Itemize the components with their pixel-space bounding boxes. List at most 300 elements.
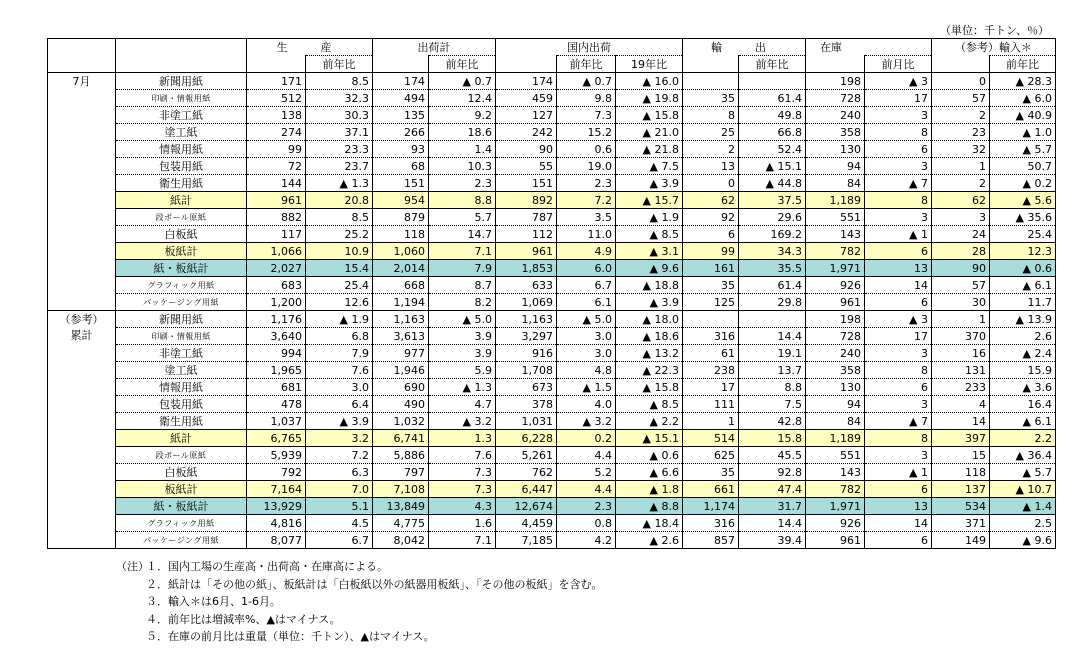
- table-cell: ▲ 5.0: [557, 311, 616, 328]
- table-cell: 57: [932, 277, 990, 294]
- table-cell: 17: [683, 379, 739, 396]
- footnote-prefix: （注）: [116, 560, 149, 573]
- table-cell: ▲ 22.3: [616, 362, 683, 379]
- table-cell: 23.7: [306, 158, 373, 175]
- table-cell: 13: [683, 158, 739, 175]
- table-cell: [683, 73, 739, 90]
- table-cell: 3: [865, 158, 932, 175]
- table-cell: 62: [683, 192, 739, 209]
- table-cell: 94: [806, 158, 865, 175]
- table-cell: 2,014: [373, 260, 429, 277]
- table-cell: ▲ 3.9: [616, 175, 683, 192]
- table-cell: ▲ 21.8: [616, 141, 683, 158]
- header-domestic: 国内出荷: [496, 39, 683, 56]
- table-cell: 926: [806, 515, 865, 532]
- table-cell: 274: [247, 124, 306, 141]
- table-cell: 92.8: [739, 464, 806, 481]
- table-cell: 25.2: [306, 226, 373, 243]
- table-cell: ▲ 0.7: [429, 73, 496, 90]
- table-cell: ▲ 3.2: [557, 413, 616, 430]
- table-cell: ▲ 40.9: [990, 107, 1056, 124]
- table-cell: ▲ 6.6: [616, 464, 683, 481]
- table-cell: 0: [683, 175, 739, 192]
- table-cell: ▲ 9.6: [990, 532, 1056, 549]
- table-row: [48, 260, 1056, 277]
- header-domestic-yoy: 前年比: [557, 56, 616, 73]
- table-cell: 4.7: [429, 396, 496, 413]
- row-label: 印刷・情報用紙: [116, 90, 247, 107]
- table-cell: 90: [496, 141, 557, 158]
- table-cell: 1: [932, 311, 990, 328]
- table-cell: 25: [683, 124, 739, 141]
- table-cell: 8.8: [429, 192, 496, 209]
- table-cell: 7.2: [306, 447, 373, 464]
- table-cell: 174: [496, 73, 557, 90]
- table-cell: 1,189: [806, 192, 865, 209]
- table-row: [48, 328, 1056, 345]
- table-cell: 681: [247, 379, 306, 396]
- table-cell: 92: [683, 209, 739, 226]
- table-cell: 47.4: [739, 481, 806, 498]
- table-cell: 57: [932, 90, 990, 107]
- table-cell: 1,946: [373, 362, 429, 379]
- table-cell: 7,108: [373, 481, 429, 498]
- table-cell: ▲ 13.2: [616, 345, 683, 362]
- table-cell: 37.1: [306, 124, 373, 141]
- table-cell: 169.2: [739, 226, 806, 243]
- table-cell: 2.2: [990, 430, 1056, 447]
- table-cell: 111: [683, 396, 739, 413]
- footnote-item: ５．在庫の前月比は重量（単位：千トン）、▲はマイナス。: [146, 630, 435, 643]
- table-cell: 857: [683, 532, 739, 549]
- table-cell: 13: [865, 498, 932, 515]
- table-cell: 961: [247, 192, 306, 209]
- table-cell: 5,939: [247, 447, 306, 464]
- row-label: 紙計: [116, 430, 247, 447]
- table-cell: 8.7: [429, 277, 496, 294]
- header-imports-yoy: 前年比: [990, 56, 1056, 73]
- table-cell: ▲ 0.2: [990, 175, 1056, 192]
- table-cell: ▲ 1.3: [306, 175, 373, 192]
- table-cell: 0: [932, 73, 990, 90]
- table-cell: ▲ 5.0: [429, 311, 496, 328]
- table-cell: ▲ 1.9: [616, 209, 683, 226]
- group-label-line: 7月: [72, 75, 91, 88]
- table-cell: 7,164: [247, 481, 306, 498]
- table-cell: ▲ 1: [865, 464, 932, 481]
- table-cell: ▲ 5.6: [990, 192, 1056, 209]
- table-cell: 6,228: [496, 430, 557, 447]
- table-cell: 118: [373, 226, 429, 243]
- table-cell: 5.7: [429, 209, 496, 226]
- table-cell: ▲ 7: [865, 413, 932, 430]
- table-cell: 371: [932, 515, 990, 532]
- table-cell: 171: [247, 73, 306, 90]
- table-cell: 4,459: [496, 515, 557, 532]
- table-cell: 6.0: [557, 260, 616, 277]
- table-cell: [683, 311, 739, 328]
- table-cell: 4.9: [557, 243, 616, 260]
- table-cell: 1,069: [496, 294, 557, 311]
- row-label: パッケージング用紙: [116, 532, 247, 549]
- table-cell: 668: [373, 277, 429, 294]
- table-row: [48, 192, 1056, 209]
- table-cell: 10.9: [306, 243, 373, 260]
- table-cell: 18.6: [429, 124, 496, 141]
- table-cell: 137: [932, 481, 990, 498]
- table-cell: 14.7: [429, 226, 496, 243]
- table-cell: ▲ 2.2: [616, 413, 683, 430]
- table-cell: 99: [247, 141, 306, 158]
- table-cell: 7,185: [496, 532, 557, 549]
- table-cell: ▲ 1.8: [616, 481, 683, 498]
- table-cell: 7.6: [306, 362, 373, 379]
- table-cell: 61: [683, 345, 739, 362]
- row-label: グラフィック用紙: [116, 515, 247, 532]
- row-label: 包装用紙: [116, 158, 247, 175]
- table-row: [48, 362, 1056, 379]
- table-cell: 1,037: [247, 413, 306, 430]
- table-cell: 3.9: [429, 345, 496, 362]
- table-cell: 3.2: [306, 430, 373, 447]
- table-cell: 1,965: [247, 362, 306, 379]
- table-cell: ▲ 16.0: [616, 73, 683, 90]
- table-cell: 6.7: [306, 532, 373, 549]
- table-cell: 131: [932, 362, 990, 379]
- footnote-item: ３．輸入＊は6月、1-6月。: [146, 595, 281, 608]
- table-cell: 93: [373, 141, 429, 158]
- table-cell: ▲ 3.1: [616, 243, 683, 260]
- table-cell: ▲ 6.1: [990, 413, 1056, 430]
- header-inventory: 在庫: [806, 39, 932, 56]
- table-cell: [739, 73, 806, 90]
- table-cell: 16: [932, 345, 990, 362]
- table-cell: 35: [683, 464, 739, 481]
- table-cell: 11.7: [990, 294, 1056, 311]
- table-cell: 8: [683, 107, 739, 124]
- table-row: [48, 464, 1056, 481]
- table-cell: 30.3: [306, 107, 373, 124]
- table-cell: 6: [865, 379, 932, 396]
- table-row: [48, 226, 1056, 243]
- footnotes: [116, 558, 603, 646]
- table-cell: ▲ 0.7: [557, 73, 616, 90]
- table-cell: 49.8: [739, 107, 806, 124]
- table-cell: 882: [247, 209, 306, 226]
- table-cell: 32: [932, 141, 990, 158]
- table-cell: 7.9: [429, 260, 496, 277]
- table-cell: 15.2: [557, 124, 616, 141]
- row-label: 段ボール原紙: [116, 209, 247, 226]
- table-row: [48, 141, 1056, 158]
- table-cell: 1,194: [373, 294, 429, 311]
- table-cell: 316: [683, 328, 739, 345]
- table-cell: 23.3: [306, 141, 373, 158]
- table-cell: 161: [683, 260, 739, 277]
- table-cell: 2.6: [990, 328, 1056, 345]
- table-row: [48, 481, 1056, 498]
- table-cell: 1,176: [247, 311, 306, 328]
- table-cell: 8.5: [306, 209, 373, 226]
- table-cell: 15.9: [990, 362, 1056, 379]
- table-cell: 961: [806, 532, 865, 549]
- row-label: 新聞用紙: [116, 311, 247, 328]
- table-cell: 7.9: [306, 345, 373, 362]
- table-cell: ▲ 15.8: [616, 379, 683, 396]
- table-cell: ▲ 2.4: [990, 345, 1056, 362]
- table-cell: ▲ 8.5: [616, 396, 683, 413]
- table-cell: 5.1: [306, 498, 373, 515]
- table-cell: 994: [247, 345, 306, 362]
- table-cell: 370: [932, 328, 990, 345]
- table-cell: 19.1: [739, 345, 806, 362]
- table-cell: 1: [683, 413, 739, 430]
- table-cell: 66.8: [739, 124, 806, 141]
- table-cell: ▲ 1.0: [990, 124, 1056, 141]
- table-row: [48, 243, 1056, 260]
- row-label: 紙・板紙計: [116, 498, 247, 515]
- table-cell: 84: [806, 175, 865, 192]
- table-cell: 144: [247, 175, 306, 192]
- footnote-item: １．国内工場の生産高・出荷高・在庫高による。: [146, 560, 388, 573]
- table-cell: 13,929: [247, 498, 306, 515]
- table-cell: 20.8: [306, 192, 373, 209]
- table-cell: 551: [806, 447, 865, 464]
- table-cell: 3: [865, 396, 932, 413]
- table-cell: 6: [865, 532, 932, 549]
- header-production-yoy: 前年比: [306, 56, 373, 73]
- table-cell: 782: [806, 243, 865, 260]
- table-row: [48, 90, 1056, 107]
- table-cell: 2.3: [557, 498, 616, 515]
- table-cell: ▲ 28.3: [990, 73, 1056, 90]
- table-cell: 13.7: [739, 362, 806, 379]
- header-exports: 輸 出: [683, 39, 806, 56]
- table-row: [48, 209, 1056, 226]
- table-cell: 3.0: [557, 345, 616, 362]
- table-cell: 2.5: [990, 515, 1056, 532]
- table-cell: 378: [496, 396, 557, 413]
- table-cell: ▲ 3.9: [306, 413, 373, 430]
- table-cell: ▲ 18.8: [616, 277, 683, 294]
- table-cell: 52.4: [739, 141, 806, 158]
- table-cell: 6.7: [557, 277, 616, 294]
- row-label: 非塗工紙: [116, 107, 247, 124]
- table-cell: 5,261: [496, 447, 557, 464]
- table-cell: ▲ 6.0: [990, 90, 1056, 107]
- table-cell: 25.4: [990, 226, 1056, 243]
- table-cell: 3.0: [557, 328, 616, 345]
- table-cell: 118: [932, 464, 990, 481]
- table-cell: ▲ 3: [865, 311, 932, 328]
- table-cell: 494: [373, 90, 429, 107]
- table-cell: 1,174: [683, 498, 739, 515]
- group-label-line: 累計: [70, 329, 93, 342]
- table-cell: 50.7: [990, 158, 1056, 175]
- table-cell: ▲ 3.9: [616, 294, 683, 311]
- table-cell: 6: [865, 481, 932, 498]
- table-cell: 7.2: [557, 192, 616, 209]
- table-cell: 14: [865, 515, 932, 532]
- table-cell: 1,189: [806, 430, 865, 447]
- table-cell: [739, 311, 806, 328]
- table-cell: 3.9: [429, 328, 496, 345]
- table-cell: 6,741: [373, 430, 429, 447]
- footnote-item: ２．紙計は「その他の紙」、板紙計は「白板紙以外の紙器用板紙」、「その他の板紙」を含む。: [146, 577, 603, 591]
- table-cell: 11.0: [557, 226, 616, 243]
- header-exports-yoy: 前年比: [739, 56, 806, 73]
- table-cell: ▲ 21.0: [616, 124, 683, 141]
- row-label: 段ボール原紙: [116, 447, 247, 464]
- table-cell: 127: [496, 107, 557, 124]
- table-cell: 6: [683, 226, 739, 243]
- table-cell: 3.0: [306, 379, 373, 396]
- table-cell: 15: [932, 447, 990, 464]
- table-cell: 954: [373, 192, 429, 209]
- table-cell: 728: [806, 90, 865, 107]
- table-cell: 3: [865, 107, 932, 124]
- table-cell: 316: [683, 515, 739, 532]
- table-cell: ▲ 0.6: [990, 260, 1056, 277]
- table-cell: 4.4: [557, 481, 616, 498]
- table-cell: 15.4: [306, 260, 373, 277]
- table-row: [48, 430, 1056, 447]
- table-cell: 782: [806, 481, 865, 498]
- table-cell: 7.1: [429, 532, 496, 549]
- table-cell: 19.0: [557, 158, 616, 175]
- table-cell: ▲ 18.6: [616, 328, 683, 345]
- table-cell: 8.2: [429, 294, 496, 311]
- table-cell: ▲ 8.5: [616, 226, 683, 243]
- table-cell: ▲ 10.7: [990, 481, 1056, 498]
- table-cell: 3,613: [373, 328, 429, 345]
- table-cell: 2.3: [429, 175, 496, 192]
- table-cell: 42.8: [739, 413, 806, 430]
- table-row: [48, 277, 1056, 294]
- table-cell: 4.5: [306, 515, 373, 532]
- header-domestic-vs19: 19年比: [616, 56, 683, 73]
- table-cell: ▲ 1.9: [306, 311, 373, 328]
- table-cell: 1.4: [429, 141, 496, 158]
- table-cell: 7.3: [429, 464, 496, 481]
- table-cell: 84: [806, 413, 865, 430]
- table-cell: 459: [496, 90, 557, 107]
- table-cell: 728: [806, 328, 865, 345]
- group-label: [48, 311, 116, 549]
- table-cell: 62: [932, 192, 990, 209]
- table-cell: 1,031: [496, 413, 557, 430]
- row-label: 白板紙: [116, 226, 247, 243]
- row-label: 塗工紙: [116, 124, 247, 141]
- table-cell: ▲ 7: [865, 175, 932, 192]
- table-cell: 2: [932, 107, 990, 124]
- table-cell: 3: [865, 345, 932, 362]
- table-cell: 29.6: [739, 209, 806, 226]
- row-label: 非塗工紙: [116, 345, 247, 362]
- table-cell: 1: [932, 158, 990, 175]
- table-cell: 512: [247, 90, 306, 107]
- table-cell: 1.6: [429, 515, 496, 532]
- table-cell: ▲ 15.1: [739, 158, 806, 175]
- table-cell: 6: [865, 243, 932, 260]
- table-row: [48, 124, 1056, 141]
- table-cell: 14.4: [739, 515, 806, 532]
- table-cell: 34.3: [739, 243, 806, 260]
- table-cell: 6: [865, 141, 932, 158]
- table-cell: 5,886: [373, 447, 429, 464]
- table-cell: 358: [806, 362, 865, 379]
- table-cell: 6,765: [247, 430, 306, 447]
- table-cell: 4,816: [247, 515, 306, 532]
- group-label-line: （参考）: [59, 313, 104, 326]
- table-cell: ▲ 0.6: [616, 447, 683, 464]
- row-label: 情報用紙: [116, 141, 247, 158]
- table-cell: 1,971: [806, 498, 865, 515]
- table-cell: ▲ 2.6: [616, 532, 683, 549]
- table-cell: 673: [496, 379, 557, 396]
- table-cell: 17: [865, 90, 932, 107]
- table-cell: 8.8: [739, 379, 806, 396]
- table-row: [48, 311, 1056, 328]
- table-cell: 30: [932, 294, 990, 311]
- header-imports: （参考）輸入＊: [932, 39, 1056, 56]
- table-cell: 130: [806, 379, 865, 396]
- table-cell: 266: [373, 124, 429, 141]
- table-cell: 1.3: [429, 430, 496, 447]
- table-row: [48, 175, 1056, 192]
- table-cell: 9.8: [557, 90, 616, 107]
- table-cell: 23: [932, 124, 990, 141]
- header-inventory-mom: 前月比: [865, 56, 932, 73]
- table-cell: 8: [865, 362, 932, 379]
- table-cell: 7.6: [429, 447, 496, 464]
- table-cell: 35: [683, 90, 739, 107]
- row-label: 衛生用紙: [116, 413, 247, 430]
- table-cell: 514: [683, 430, 739, 447]
- table-cell: 1,066: [247, 243, 306, 260]
- row-label: 情報用紙: [116, 379, 247, 396]
- table-cell: 1,032: [373, 413, 429, 430]
- paper-statistics-table: [47, 38, 1056, 549]
- table-cell: 31.7: [739, 498, 806, 515]
- table-cell: 112: [496, 226, 557, 243]
- table-cell: 242: [496, 124, 557, 141]
- header-row-2: [48, 56, 1056, 73]
- row-label: 塗工紙: [116, 362, 247, 379]
- table-cell: 13,849: [373, 498, 429, 515]
- table-cell: ▲ 15.8: [616, 107, 683, 124]
- table-cell: ▲ 1.5: [557, 379, 616, 396]
- table-cell: 4.4: [557, 447, 616, 464]
- table-cell: 10.3: [429, 158, 496, 175]
- table-cell: 138: [247, 107, 306, 124]
- table-cell: 1,163: [496, 311, 557, 328]
- table-cell: 4.0: [557, 396, 616, 413]
- table-cell: 6: [865, 294, 932, 311]
- table-cell: 14: [865, 277, 932, 294]
- table-cell: 28: [932, 243, 990, 260]
- table-cell: 3: [865, 447, 932, 464]
- row-label: 衛生用紙: [116, 175, 247, 192]
- row-label: グラフィック用紙: [116, 277, 247, 294]
- table-cell: ▲ 15.7: [616, 192, 683, 209]
- unit-label: （単位：千トン、％）: [940, 24, 1050, 37]
- table-cell: 762: [496, 464, 557, 481]
- table-cell: 478: [247, 396, 306, 413]
- table-cell: 1,971: [806, 260, 865, 277]
- table-cell: ▲ 8.8: [616, 498, 683, 515]
- row-label: 包装用紙: [116, 396, 247, 413]
